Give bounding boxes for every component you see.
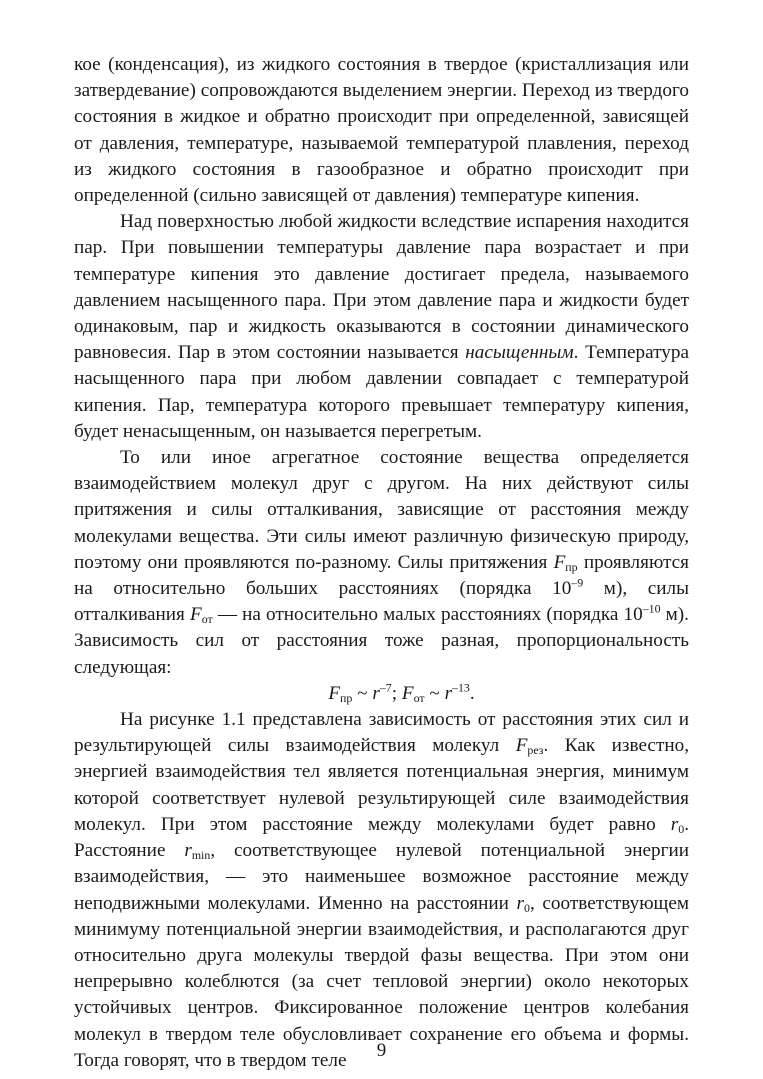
paragraph-p4: На рисунке 1.1 представлена зависимость от расстояния этих сил и результирующей силы взаимодействия молекул $F_{рез}$. Как известно, энергией взаимодействия тел является потенциальная энергия, минимум которой соответствует нулевой результирующей силе взаимодействия молекул. При этом расстояние между молекулами будет равно $r_0$. Расстояние $r_{min}$, соответствующее нулевой потенциальной энергии взаимодействия, — это наименьшее возможное расстояние между неподвижными молекулами. Именно на расстоянии $r_0$, соответствующем минимуму потенциальной энергии взаимодействия, и располагаются друг относительно друга молекулы твердой фазы вещества. При этом они непрерывно колеблются (за счет тепловой энергии) около некоторых устойчивых центров. Фиксированное положение центров колебания молекул в твердом теле обусловливает сохранение его объема и формы. Тогда говорят, что в твердом теле — [74, 709, 689, 1071]
paragraph-p3: То или иное агрегатное состояние вещества определяется взаимодействием молекул друг с другом. На них действуют силы притяжения и силы отталкивания, зависящие от расстояния между молекулами вещества. Эти силы имеют различную физическую природу, поэтому они проявляются по-разному. Силы притяжения $F_{пр}$ проявляются на относительно больших расстояниях (порядка $10^{-9}$ м), силы отталкивания $F_{от}$ — на относительно малых расстояниях (порядка $10^{-10}$ м). Зависимость сил от расстояния тоже разная, пропорциональность следующая: — [74, 447, 689, 678]
paragraph-p1: кое (конденсация), из жидкого состояния в твердое (кристаллизация или затвердевание) сопровождаются выделением энергии. Переход из твердого состояния в жидкое и обратно происходит при определенной, зависящей от давления, температуре, называемой температурой плавления, переход из жидкого состояния в газообразное и обратно происходит при определенной (сильно зависящей от давления) температуре кипения. — [74, 54, 689, 207]
text-body — [74, 52, 689, 1074]
formula: $F_{пр}$ ~ $r^{-7}$; $F_{от}$ ~ $r^{-13}$. — [328, 680, 475, 705]
paragraph-p2: Над поверхностью любой жидкости вследствие испарения находится пар. При повышении температуры давление пара возрастает и при температуре кипения это давление достигает предела, называемого давлением насыщенного пара. При этом давление пара и жидкости будет одинаковым, пар и жидкость оказываются в состоянии динамического равновесия. Пар в этом состоянии называется насыщенным. Температура насыщенного пара при любом давлении совпадает с температурой кипения. Пар, температура которого превышает температуру кипения, будет ненасыщенным, он называется перегретым. — [74, 211, 689, 442]
page-number: 9 — [376, 1040, 387, 1061]
